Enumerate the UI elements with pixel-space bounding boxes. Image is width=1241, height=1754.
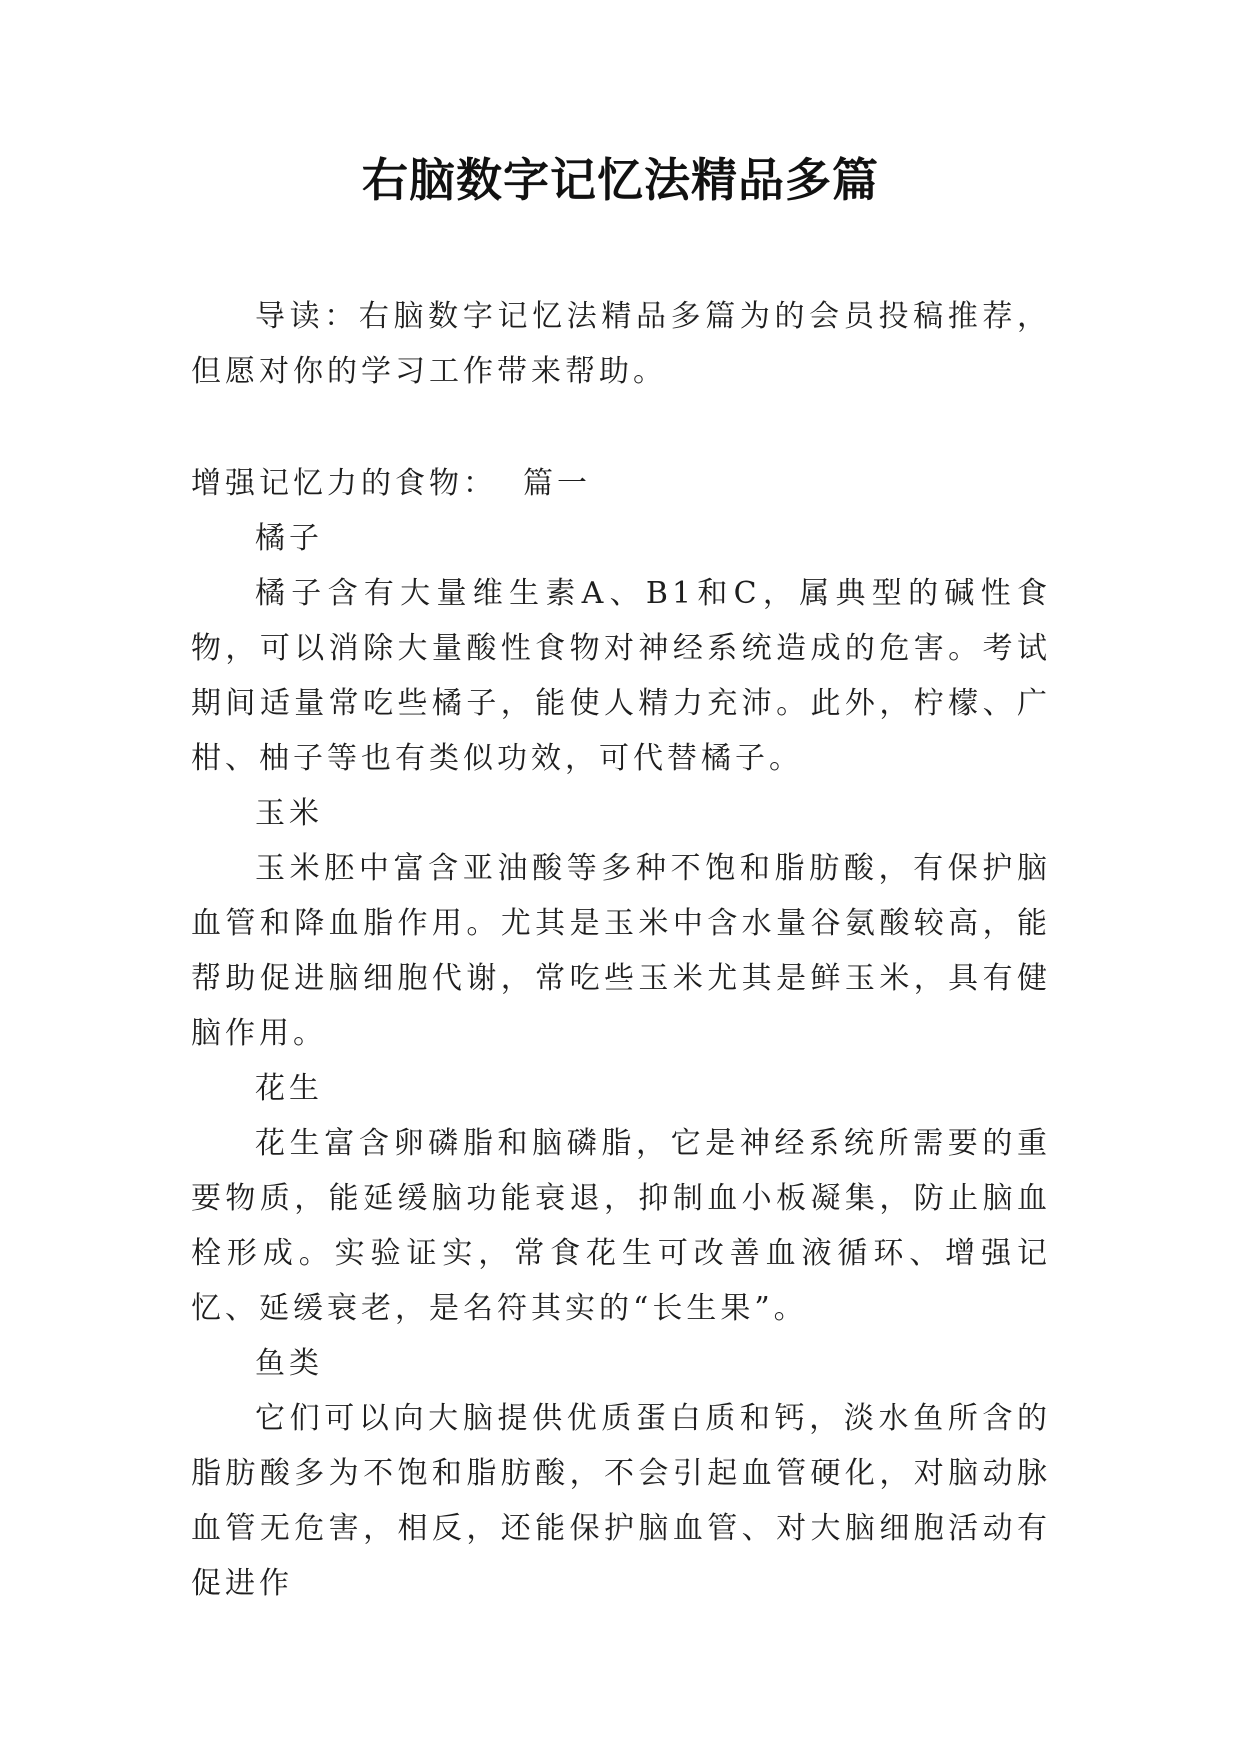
section-label: 篇一 (523, 466, 591, 501)
document-title: 右脑数字记忆法精品多篇 (362, 153, 879, 207)
item-text-peanuts: 花生富含卵磷脂和脑磷脂，它是神经系统所需要的重要物质，能延缓脑功能衰退，抑制血小板凝集，防止脑血栓形成。实验证实，常食花生可改善血液循环、增强记忆、延缓衰老，是名符其实的“长生果”。 (191, 1126, 1051, 1326)
section-heading-text: 增强记忆力的食物： (191, 466, 497, 501)
intro-paragraph: 导读：右脑数字记忆法精品多篇为的会员投稿推荐，但愿对你的学习工作带来帮助。 (191, 299, 1051, 389)
item-text-fish: 它们可以向大脑提供优质蛋白质和钙，淡水鱼所含的脂肪酸多为不饱和脂肪酸，不会引起血管硬化，对脑动脉血管无危害，相反，还能保护脑血管、对大脑细胞活动有促进作 (191, 1401, 1051, 1601)
item-name-oranges: 橘子 (255, 521, 323, 556)
main-content (191, 456, 1051, 1611)
item-name-corn: 玉米 (255, 796, 323, 831)
item-text-oranges: 橘子含有大量维生素A、B1和C，属典型的碱性食物，可以消除大量酸性食物对神经系统造成的危害。考试期间适量常吃些橘子，能使人精力充沛。此外，柠檬、广柑、柚子等也有类似功效，可代替橘子。 (191, 576, 1051, 776)
item-text-corn: 玉米胚中富含亚油酸等多种不饱和脂肪酸，有保护脑血管和降血脂作用。尤其是玉米中含水量谷氨酸较高，能帮助促进脑细胞代谢，常吃些玉米尤其是鲜玉米，具有健脑作用。 (191, 851, 1051, 1051)
item-name-fish: 鱼类 (255, 1346, 323, 1381)
section-heading (191, 456, 1051, 511)
item-name-peanuts: 花生 (255, 1071, 323, 1106)
intro-block (191, 289, 1051, 399)
